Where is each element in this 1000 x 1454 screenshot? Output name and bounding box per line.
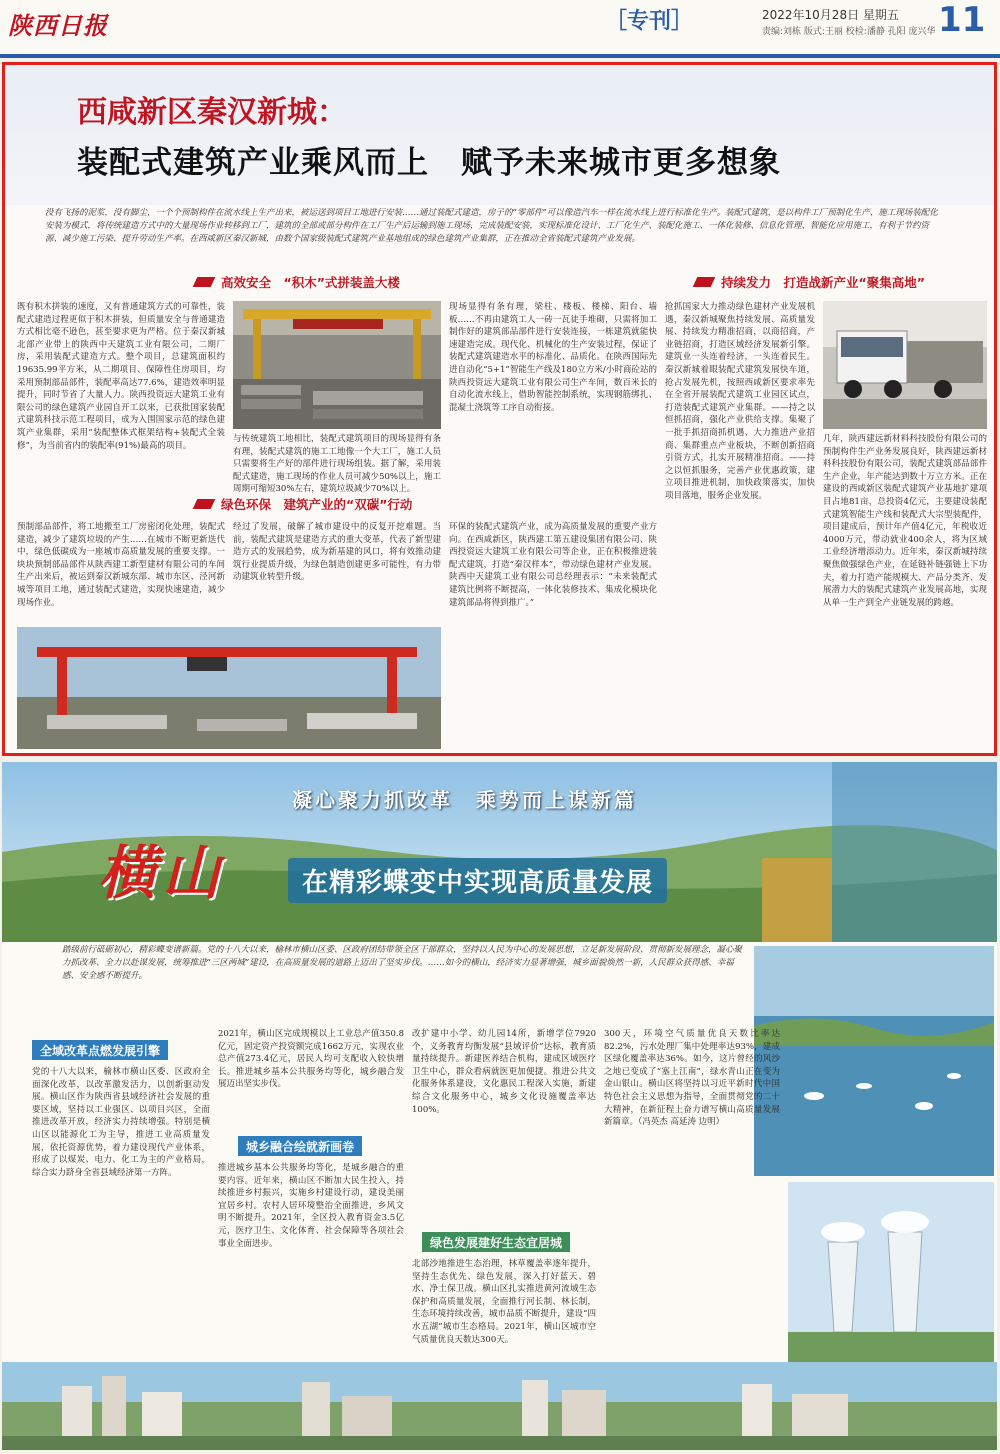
hengshan-headline: 在精彩蝶变中实现高质量发展 bbox=[302, 868, 654, 898]
masthead-rule bbox=[0, 54, 1000, 58]
subhead-marker-icon bbox=[693, 277, 716, 287]
subhead-sustained-effort bbox=[695, 271, 925, 293]
masthead bbox=[0, 0, 1000, 58]
article1-column-6: 环保的装配式建筑产业，成为高质量发展的重要产业方向。在西咸新区，陕西建工第五建设集团有限公司、陕西投资远大建筑工业有限公司等企业，正在积极推进装配式建筑，打造“秦汉样本”，带动绿色建材产业发展。陕西中天建筑工业有限公司总经理表示：“未来装配式建筑比例将不断提高，一体化装修技术、集成化模块化建筑部品将得到推广。” bbox=[449, 522, 657, 608]
headline-line2: 装配式建筑产业乘风而上 赋予未来城市更多想象 bbox=[77, 145, 781, 181]
newspaper-logo: 陕西日报 bbox=[8, 11, 108, 40]
subhead-text: 持续发力 打造战新产业“聚集高地” bbox=[721, 275, 925, 290]
lead-paragraph: 没有飞扬的泥浆，没有脚尘，一个个预制构件在流水线上生产出来，被运送到项目工地进行安装……通过装配式建造，房子的“零部件”可以像造汽车一样在流水线上进行标准化生产。装配式建筑，是以构件工厂预制化生产、施工现场装配化安装为模式，将传统建造方式中的大量现场作业转移到工厂，建筑的全部或部分构件在工厂生产后运输到施工现场，完成装配安装，实现标准化设计、工厂化生产、装配化施工、一体化装修、信息化管理、智能化应用施工，有利于节约资源、减少施工污染、提升劳动生产率。在西咸新区秦汉新城，由数个国家级装配式建筑产业基地组成的绿色建筑产业集群，正在推动全省装配式建筑产业发展。 bbox=[45, 208, 938, 244]
bluehead-reform: 全域改革点燃发展引擎 bbox=[32, 1040, 168, 1060]
bluehead-urban-rural: 城乡融合绘就新画卷 bbox=[238, 1136, 362, 1156]
hengshan-kicker: 凝心聚力抓改革 乘势而上谋新篇 bbox=[292, 788, 637, 812]
editor-credits: 责编:刘栋 版式:王丽 校检:潘静 孔阳 庞兴华 bbox=[762, 27, 936, 37]
hengshan-column-4: 改扩建中小学、幼儿园14所，新增学位7920个，义务教育均衡发展“县域评价”达标，教育质量持续提升。新建医养结合机构，建成区域医疗卫生中心，群众看病就医更加便捷。推进公共文化服务体系建设，文化惠民工程深入实施，新建综合文化服务中心，城乡文化设施覆盖率达100%。 bbox=[412, 1029, 596, 1115]
subhead-marker-icon bbox=[193, 277, 216, 287]
subhead-text: 高效安全 “积木”式拼装盖大楼 bbox=[221, 275, 400, 290]
hengshan-lead: 踏级前行砥砺初心，精彩蝶变谱新篇。党的十八大以来，榆林市横山区委、区政府团结带领全区干部群众，坚持以人民为中心的发展思想，立足新发展阶段、贯彻新发展理念，凝心聚力抓改革、全力以赴谋发展，统筹推进“三区两城”建设，在高质量发展的道路上迈出了坚实步伐。……如今的横山，经济实力显著增强，城乡面貌焕然一新，人民群众获得感、幸福感、安全感不断提升。 bbox=[62, 945, 743, 981]
headline-band bbox=[5, 65, 994, 205]
article-hengshan bbox=[2, 762, 997, 1450]
subhead-text: 绿色环保 建筑产业的“双碳”行动 bbox=[221, 497, 413, 512]
article1-column-1: 既有积木拼装的速度，又有普通建筑方式的可靠性，装配式建造过程更似于积木拼装，但质量安全与普通建造方式相比毫不逊色，甚至要求更为严格。位于秦汉新城北部产业带上的陕西中天建筑工业有限公司，二期厂房，采用装配式建造方式。整个项目，总建筑面积约19635.99平方米，从二期项目、保障性住房项目，均采用预制部品部件，装配率高达77.6%，建造效率明显提升，同时节省了大量人力。陕西投资远大建筑工业有限公司的绿色建筑产业园自开工以来，已获批国家装配式建筑科技示范工程项目，成为入围国家示范的绿色建筑产业集群，采用“装配整体式框架结构+装配式全装修”，为当前省内的装配率(91%)最高的项目。 bbox=[17, 302, 225, 451]
headline-line1: 西咸新区秦汉新城： bbox=[77, 95, 347, 130]
photo-city-aerial bbox=[2, 1362, 997, 1450]
photo-transport-trucks bbox=[823, 301, 987, 429]
hengshan-column-2: 2021年，横山区完成规模以上工业总产值350.8亿元，固定资产投资额完成1662万元，实现农业总产值273.4亿元，居民人均可支配收入较快增长。推进城乡基本公共服务均等化，城乡融合发展迈出坚实步伐。 bbox=[218, 1029, 404, 1090]
hengshan-column-6: 300天，环境空气质量优良天数比率达82.2%，污水处理厂集中处理率达93%，建成区绿化覆盖率达36%。如今，这片曾经的风沙之地已变成了“塞上江南”，绿水青山正在变为金山银山。横山区将坚持以习近平新时代中国特色社会主义思想为指导，全面贯彻党的二十大精神，在新征程上奋力谱写横山高质量发展新篇章。（冯英杰 高延涛 边明） bbox=[604, 1029, 780, 1128]
hengshan-column-3: 推进城乡基本公共服务均等化，是城乡融合的重要内容。近年来，横山区不断加大民生投入，持续推进乡村振兴，实施乡村建设行动，建设美丽宜居乡村。农村人居环境整治全面推进，乡风文明不断提升。2021年，全区投入教育资金3.5亿元，医疗卫生、文化体育、社会保障等各项社会事业全面进步。 bbox=[218, 1163, 404, 1249]
issue-date: 2022年10月28日 星期五 bbox=[762, 8, 899, 22]
hengshan-column-5: 北部沙地推进生态治理，林草覆盖率逐年提升，坚持生态优先、绿色发展，深入打好蓝天、碧水、净土保卫战。横山区扎实推进黄河流域生态保护和高质量发展，全面推行河长制、林长制，生态环境持续改善，城市品质不断提升，建设“四水五湖”城市生态格局。2021年，横山区城市空气质量优良天数达300天。 bbox=[412, 1259, 596, 1345]
subhead-marker-icon bbox=[193, 499, 216, 509]
hengshan-headline-box bbox=[288, 858, 667, 903]
hengshan-place-name: 横山 bbox=[98, 839, 227, 907]
article1-column-5: 几年，陕西建远新材料科技股份有限公司的预制构件生产业务发展良好，陕西建远新材料科技股份有限公司，装配式建筑部品部件生产企业，年产能达到数十万立方米。正在建设的西咸新区装配式建筑产业基地扩建项目占地81亩，总投资4亿元，主要建设装配式建筑智能生产线和装配式大宗型装配件，项目建成后，预计年产值4亿元，年税收近4000万元，带动就业400余人，将为区域工业经济增添动力。近年来，秦汉新城持续聚焦做强绿色产业，在延链补链强链上下功夫，着力打造产能规模大、产品分类齐、发展潜力大的装配式建筑产业发展高地，实现从单一生产到全产业链发展的跨越。 bbox=[823, 434, 987, 608]
photo-gantry-crane-yard bbox=[17, 627, 441, 749]
photo-precast-factory bbox=[233, 301, 441, 429]
photo-power-plant bbox=[788, 1182, 994, 1362]
subhead-green-carbon bbox=[195, 493, 412, 515]
article1-column-2: 与传统建筑工地相比，装配式建筑项目的现场显得有条有理，装配式建筑的施工工地像一个大工厂，施工人员只需要将生产好的部件进行现场组装。据了解，采用装配式建造，施工现场的作业人员可减少50%以上，施工周期可缩短30%左右，建筑垃圾减少70%以上。 bbox=[233, 434, 441, 495]
greenhead-eco: 绿色发展建好生态宜居城 bbox=[422, 1232, 570, 1252]
subhead-efficient-safe bbox=[195, 271, 400, 293]
page-number: 11 bbox=[938, 0, 986, 40]
article1-column-3: 现场显得有条有理，梁柱、楼板、楼梯、阳台、墙板……不再由建筑工人一砖一瓦徒手堆砌，只需将加工制作好的建筑部品部件进行安装连接，一栋建筑就能快速建造完成。现代化、机械化的生产安装过程，保证了装配式建筑建造水平的标准化、品质化。在陕西国际先进自动化“5+1”智能生产线及180立方米/小时商砼站的陕西投资远大建筑工业有限公司生产车间，数百米长的自动化流水线上，借助智能控制系统，实现钢筋绑扎、混凝土浇筑等工序自动衔接。 bbox=[449, 302, 657, 413]
article1-column-7: 预制部品部件，将工地搬至工厂房密闭化处理，装配式建造，减少了建筑垃圾的产生……在城市不断更新迭代中，绿色低碳成为一座城市高质量发展的重要支撑。一块块预制部品部件从陕西建工新型建材有限公司的车间生产出来后，被运到秦汉新城东部、城市东区、泾河新城等项目工地，通过装配式建造，实现快速建造，减少现场作业。 bbox=[17, 522, 225, 608]
article1-column-2-continued: 经过了发展，破解了城市建设中的反复开挖难题。当前，装配式建筑是建造方式的重大变革，代表了新型建造方式的发展趋势，成为新基建的风口，将有效推动建筑行业提质升级，为绿色制造创建更多可能性，有力带动建筑业转型升级。 bbox=[233, 522, 441, 583]
hengshan-column-1: 党的十八大以来，榆林市横山区委、区政府全面深化改革，以改革激发活力，以创新驱动发展。横山区作为陕西省县域经济社会发展的重要区域，坚持以工业强区、以项目兴区，全面推进改革开放，经济实力持续增强。特别是横山区以能源化工为主导，推进工业高质量发展，依托资源优势，着力建设现代产业体系，形成了以煤炭、电力、化工为主的产业格局，综合实力跻身全省县域经济第一方阵。 bbox=[32, 1067, 210, 1178]
section-tag: ［专刊］ bbox=[605, 9, 694, 34]
article1-column-4: 抢抓国家大力推动绿色建材产业发展机遇，秦汉新城聚焦持续发展、高质量发展、持续发力精准招商，以商招商，产业链招商，打造区域经济发展新引擎。建筑业一头连着经济，一头连着民生。秦汉新城着眼装配式建筑发展快车道，抢占发展先机，按照西咸新区要求率先在全省开展装配式建筑工业园区试点，打造装配式建筑产业集群。——持之以恒抓招商，强化产业供给支撑。集聚了一批手抓招商抓机遇、大力推进产业招商、集群重点产业板块，不断创新招商引资方式，扎实开展精准招商。——持之以恒抓服务，完善产业优惠政策，建立项目推进机制，加快政策落实，加快项目落地，服务企业发展。 bbox=[665, 302, 815, 501]
photo-wetland-birds bbox=[754, 946, 994, 1176]
article-qinhan-newcity bbox=[2, 62, 997, 756]
